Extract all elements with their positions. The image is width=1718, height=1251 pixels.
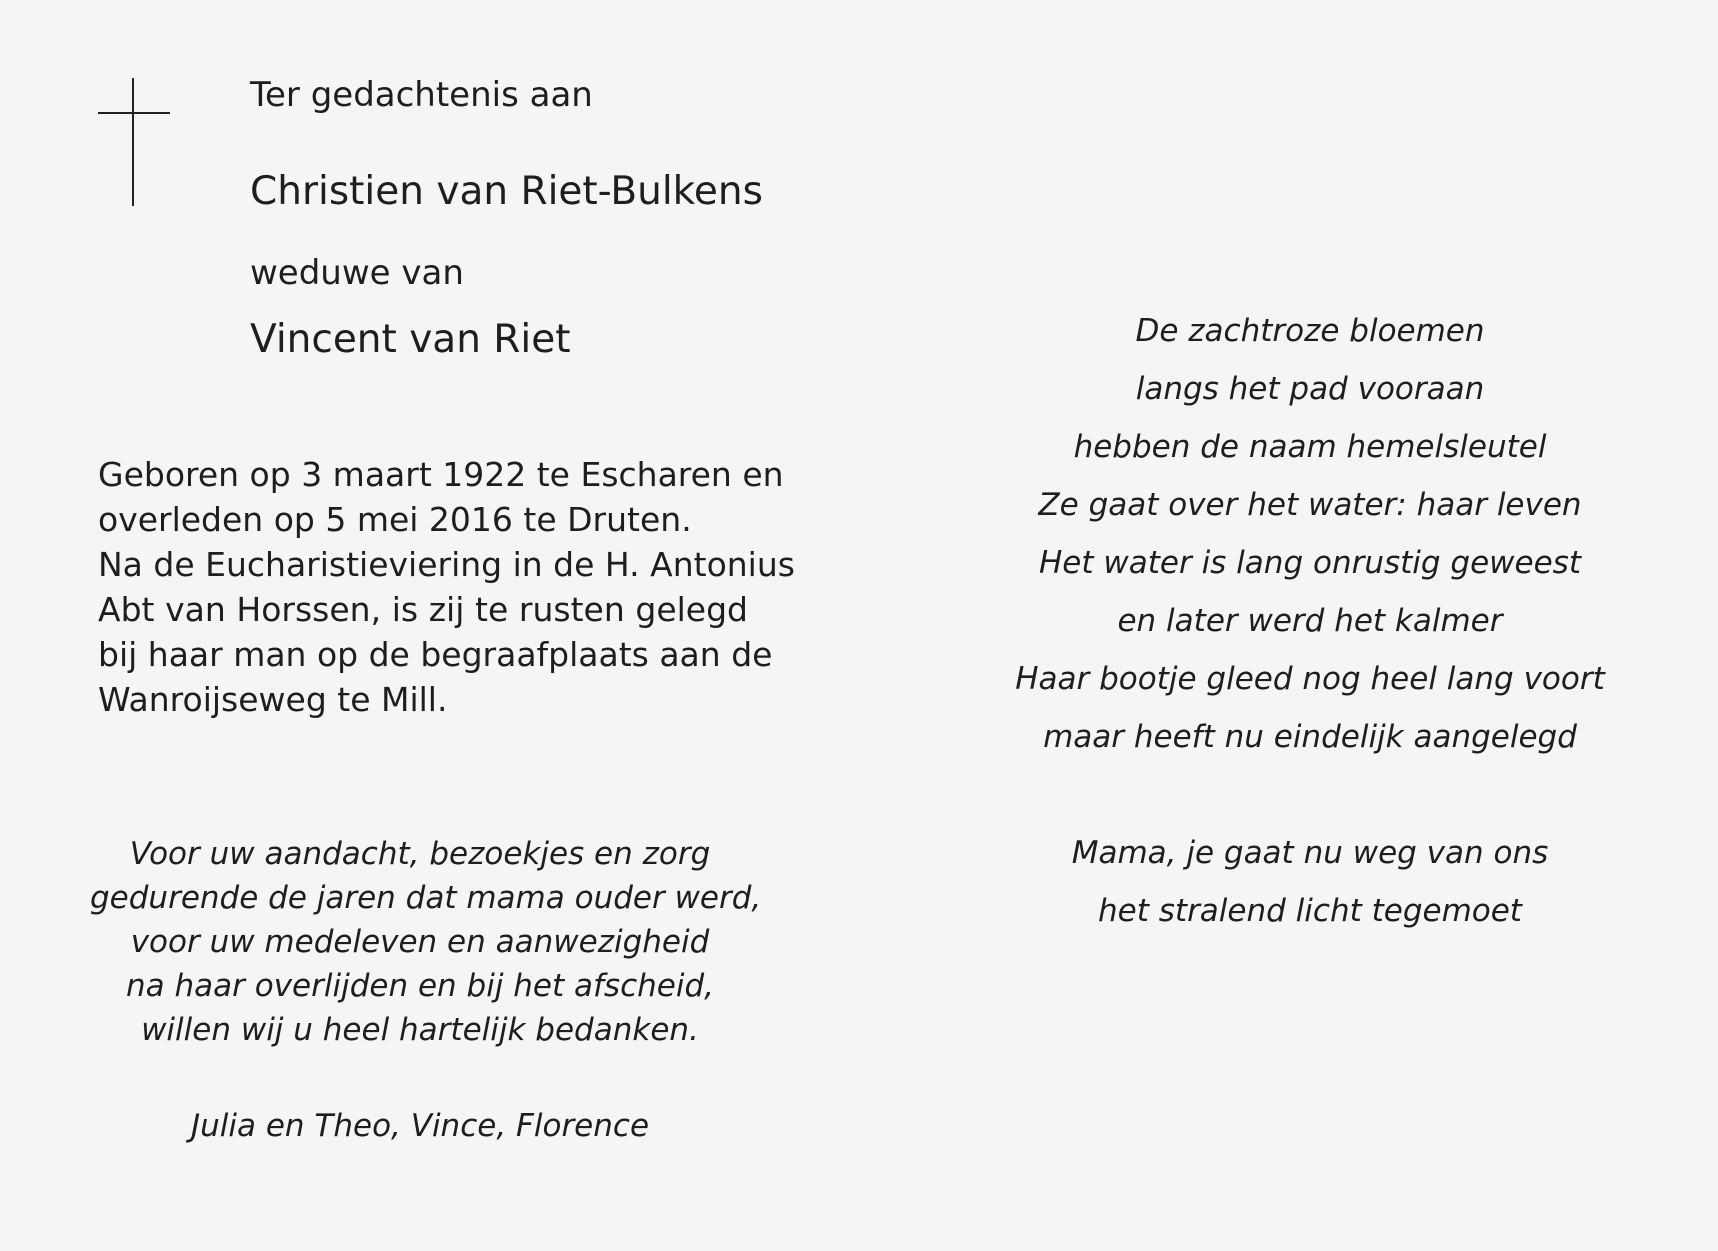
cross-icon: [98, 78, 170, 206]
spouse-name: Vincent van Riet: [250, 317, 571, 362]
poem-line: en later werd het kalmer: [1117, 603, 1503, 639]
poem-line: Haar bootje gleed nog heel lang voort: [1015, 661, 1605, 697]
thanks-line: Voor uw aandacht, bezoekjes en zorg: [129, 836, 711, 872]
bio-line: overleden op 5 mei 2016 te Druten.: [98, 500, 692, 539]
thanks-line: voor uw medeleven en aanwezigheid: [130, 924, 710, 960]
poem-line: Ze gaat over het water: haar leven: [1038, 487, 1582, 523]
widow-label: weduwe van: [250, 253, 464, 293]
thanks-line: na haar overlijden en bij het afscheid,: [126, 968, 714, 1004]
bio-line: Na de Eucharistieviering in de H. Antonius: [98, 545, 795, 584]
poem-line: Het water is lang onrustig geweest: [1039, 545, 1581, 581]
poem: [990, 302, 1630, 766]
thanks-message: [90, 832, 762, 1052]
closing-line: Mama, je gaat nu weg van ons: [1071, 835, 1549, 871]
deceased-name: Christien van Riet-Bulkens: [250, 169, 763, 214]
thanks-line: willen wij u heel hartelijk bedanken.: [141, 1012, 699, 1048]
poem-line: langs het pad vooraan: [1135, 371, 1485, 407]
bio-line: Abt van Horssen, is zij te rusten gelegd: [98, 590, 748, 629]
poem-line: De zachtroze bloemen: [1135, 313, 1485, 349]
cross-horizontal-bar: [98, 112, 170, 114]
biography: [98, 452, 795, 722]
closing-line: het stralend licht tegemoet: [1098, 893, 1522, 929]
thanks-line: gedurende de jaren dat mama ouder werd,: [90, 880, 762, 916]
bio-line: Wanroijseweg te Mill.: [98, 680, 448, 719]
poem-line: maar heeft nu eindelijk aangelegd: [1043, 719, 1577, 755]
poem-closing: [990, 824, 1630, 940]
cross-vertical-bar: [132, 78, 134, 206]
family-signature: Julia en Theo, Vince, Florence: [190, 1108, 650, 1144]
bio-line: Geboren op 3 maart 1922 te Escharen en: [98, 455, 784, 494]
bio-line: bij haar man op de begraafplaats aan de: [98, 635, 773, 674]
poem-line: hebben de naam hemelsleutel: [1073, 429, 1547, 465]
intro-text: Ter gedachtenis aan: [250, 75, 593, 115]
